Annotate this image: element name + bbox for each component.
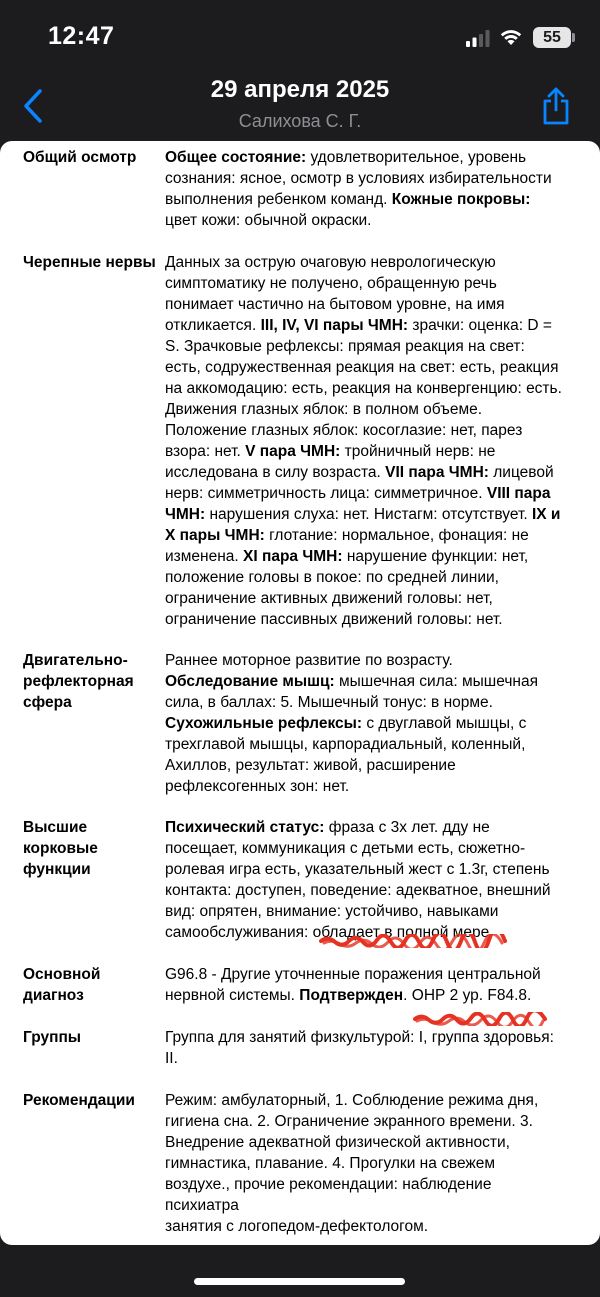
section-label: Высшие корковые функции: [23, 819, 98, 878]
share-icon[interactable]: [540, 86, 572, 126]
navigation-bar: [0, 70, 600, 140]
status-time: 12:47: [48, 22, 115, 50]
medical-record-sheet: [0, 141, 600, 1245]
section-label: Черепные нервы: [23, 254, 156, 271]
home-indicator[interactable]: [194, 1278, 405, 1285]
section-label: Рекомендации: [23, 1092, 135, 1109]
wifi-icon: [498, 27, 524, 47]
battery-tip: [572, 33, 575, 42]
battery-indicator: 55: [533, 27, 571, 48]
red-scribble-mark: [412, 1012, 548, 1026]
section-text: Группа для занятий физкультурой: I, группа здоровья: II.: [165, 1029, 554, 1067]
section-text: G96.8 - Другие уточненные поражения центральной нервной системы. Подтвержден. ОНР 2 ур. F84.8.: [165, 966, 541, 1004]
status-bar: [0, 0, 600, 70]
page-subtitle: Салихова С. Г.: [238, 111, 362, 131]
red-scribble-mark: [318, 934, 508, 948]
section-text: Общее состояние: удовлетворительное, уровень сознания: ясное, осмотр в условиях избирательности выполнения ребенком команд. Кожные покровы: цвет кожи: обычной окраски.: [165, 149, 552, 229]
section-label: Двигательно- рефлекторная сфера: [23, 652, 134, 711]
page-title: 29 апреля 2025: [210, 76, 390, 103]
cellular-signal-icon: [466, 30, 490, 47]
section-text: Раннее моторное развитие по возрасту. Обследование мышц: мышечная сила: мышечная сила, в баллах: 5. Мышечный тонус: в норме. Сухожильные рефлексы: с двуглавой мышцы, с трехглавой мышцы, карпорадиальный, коленный, Ахиллов, результат: живой, расширение рефлексогенных зон: нет.: [165, 652, 538, 795]
section-text: Режим: амбулаторный, 1. Соблюдение режима дня, гигиена сна. 2. Ограничение экранного времени. 3. Внедрение адекватной физической активности, гимнастика, плавание. 4. Прогулки на свежем воздухе., прочие рекомендации: наблюдение психиатра занятия с логопедом-дефектологом.: [165, 1092, 539, 1235]
section-text: Психический статус: фраза с 3х лет. дду не посещает, коммуникация с детьми есть, сюжетно- ролевая игра есть, указательный жест с 1.3г, степень контакта: доступен, поведение: адекватное, внешний вид: опрятен, внимание: устойчиво, навыками самообслуживания: обладает в полной мере.: [165, 819, 551, 941]
section-label: Общий осмотр: [23, 149, 137, 166]
section-label: Основной диагноз: [23, 966, 101, 1004]
section-label: Группы: [23, 1029, 82, 1046]
section-text: Данных за острую очаговую неврологическую симптоматику не получено, обращенную речь понимает частично на бытовом уровне, на имя откликается. III, IV, VI пары ЧМН: зрачки: оценка: D = S. Зрачковые рефлексы: прямая реакция на свет: есть, содружественная реакция на свет: есть, реакция на аккомодацию: есть, реакция на конвергенцию: есть. Движения глазных яблок: в полном объеме. Положение глазных яблок: косоглазие: нет, парез взора: нет. V пара ЧМН: тройничный нерв: не исследована в силу возраста. VII пара ЧМН: лицевой нерв: симметричность лица: симметричное. VIII пара ЧМН: нарушения слуха: нет. Нистагм: отсутствует. IX и X пары ЧМН: глотание: нормальное, фонация: не изменена. XI пара ЧМН: нарушение функции: нет, положение головы в покое: по средней линии, ограничение активных движений головы: нет, ограничение пассивных движений головы: нет.: [165, 254, 562, 628]
